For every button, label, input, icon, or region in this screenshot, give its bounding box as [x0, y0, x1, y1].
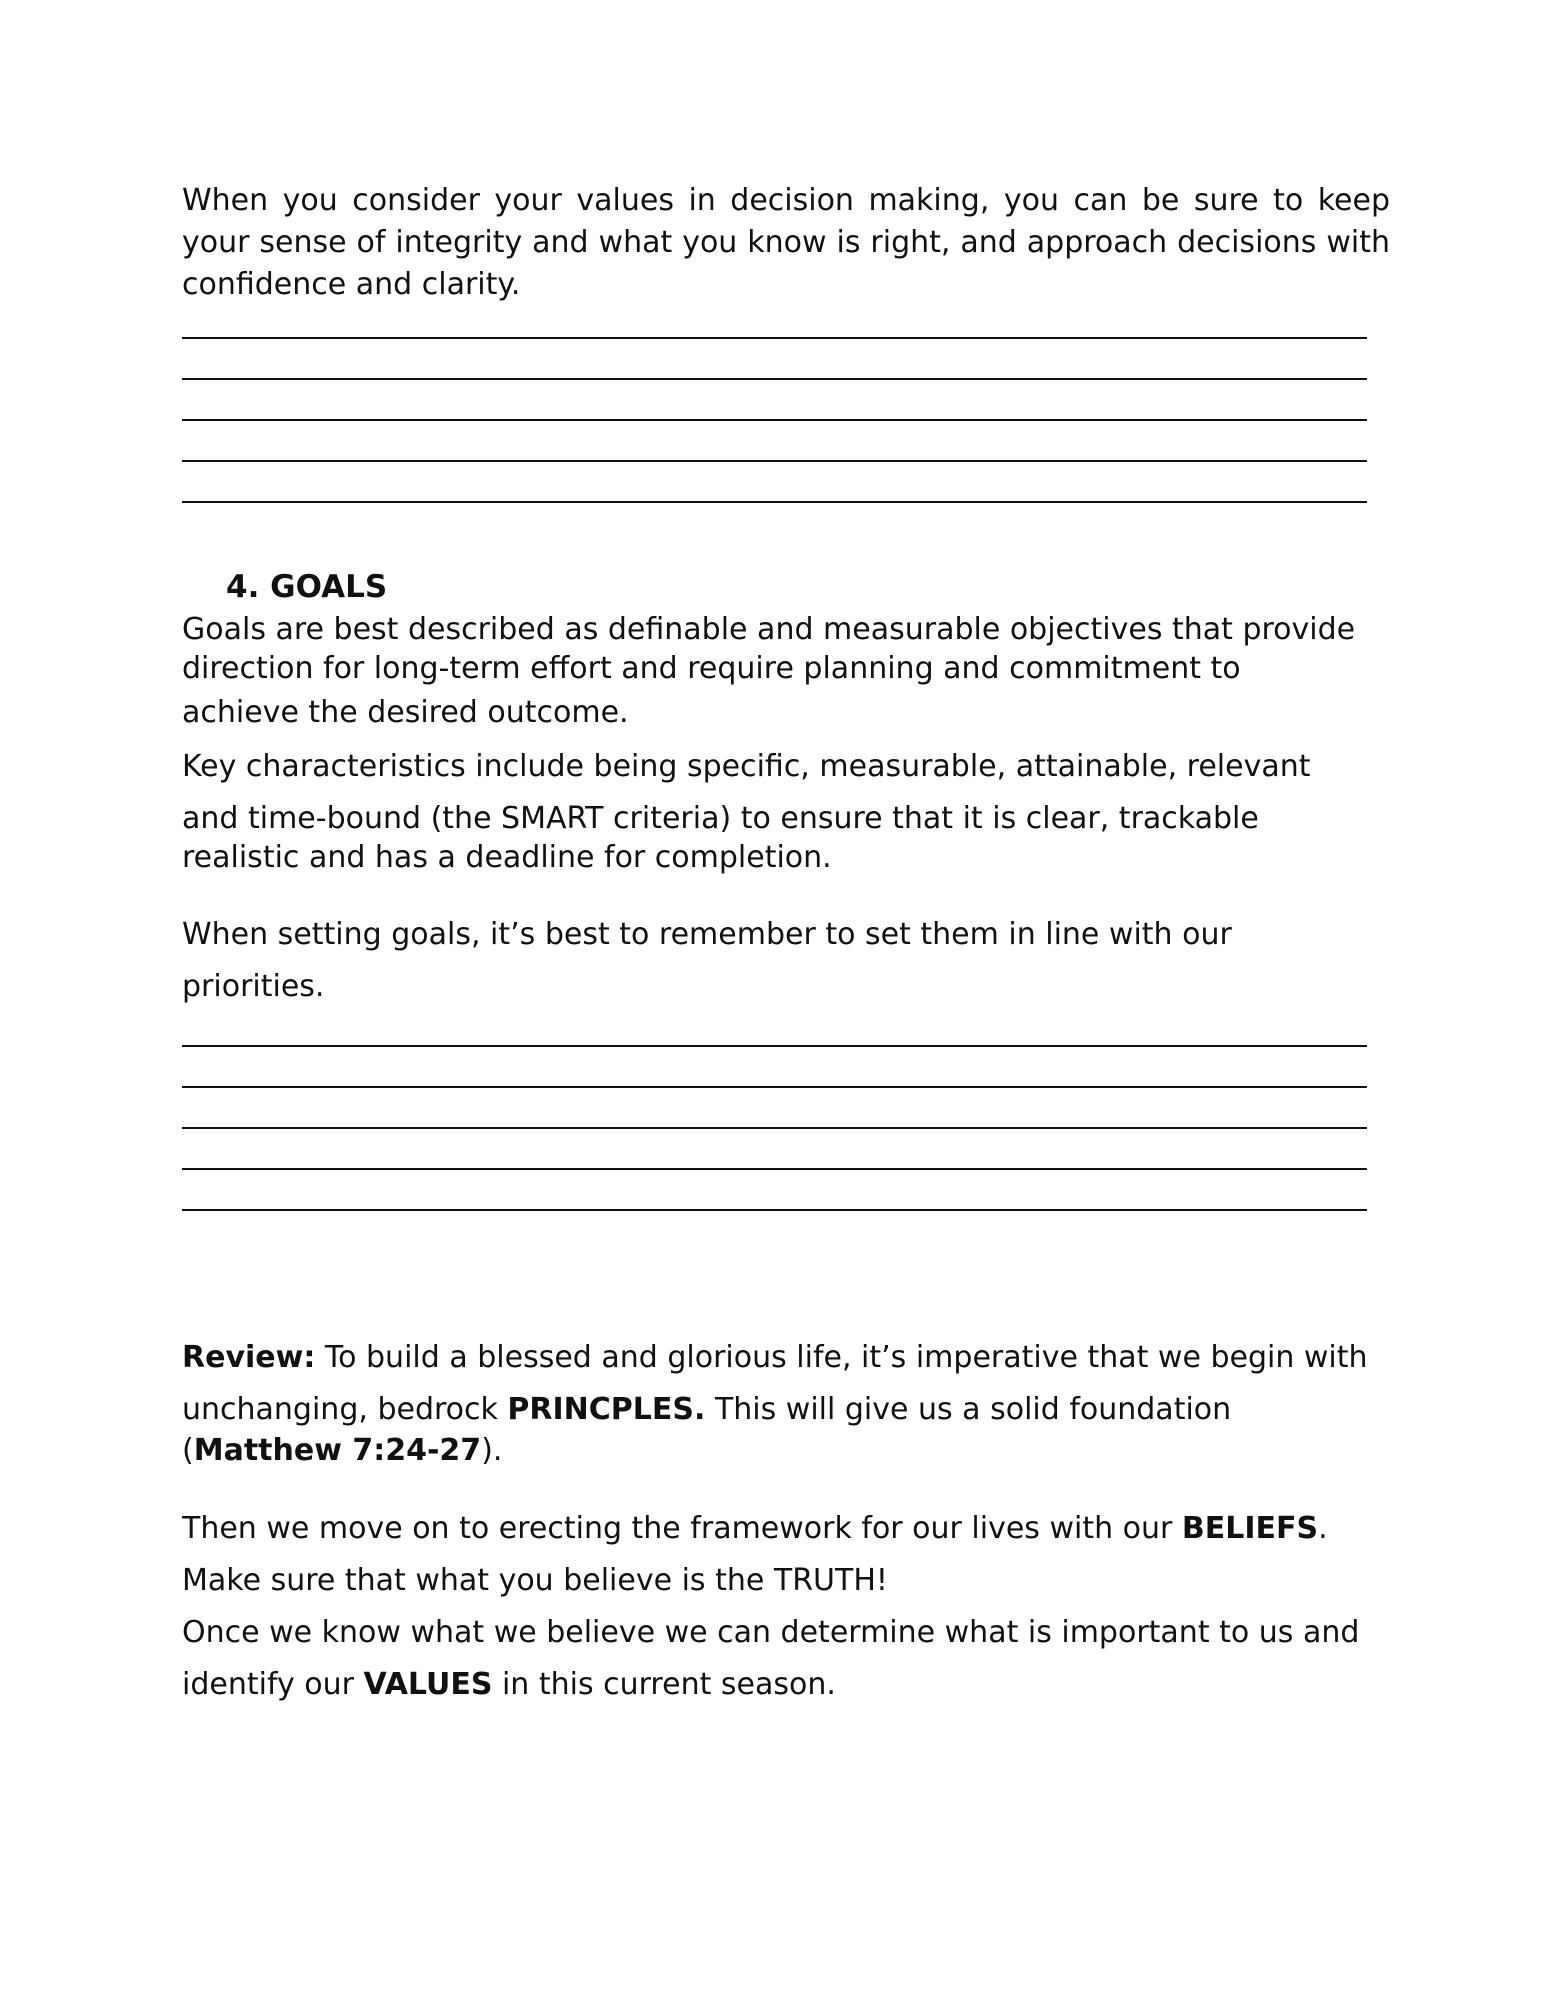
text-line: direction for long-term effort and require planning and commitment to	[182, 651, 1241, 686]
values-keyword: VALUES	[363, 1667, 493, 1702]
text-line	[182, 1664, 1390, 1706]
review-text: This will give us a solid foundation	[705, 1392, 1232, 1427]
principles-keyword: PRINCPLES.	[507, 1392, 706, 1427]
review-text: (	[182, 1433, 194, 1468]
text-line: priorities.	[182, 969, 325, 1004]
text-line: Once we know what we believe we can determine what is important to us and	[182, 1615, 1360, 1650]
values-intro-paragraph: When you consider your values in decision making, you can be sure to keep your sense of integrity and what you know is right, and approach decisions with confidence and clarity.	[182, 183, 1390, 302]
text-line: realistic and has a deadline for completion.	[182, 840, 832, 875]
text-line: When setting goals, it’s best to remember to set them in line with our	[182, 917, 1232, 952]
text-line: and time-bound (the SMART criteria) to ensure that it is clear, trackable	[182, 801, 1259, 836]
writing-line[interactable]	[182, 1047, 1367, 1088]
text-line	[182, 1508, 1390, 1550]
beliefs-keyword: BELIEFS	[1181, 1511, 1319, 1546]
review-text: To build a blessed and glorious life, it’s imperative that we begin with	[315, 1340, 1368, 1375]
values-text: in this current season.	[492, 1667, 836, 1702]
writing-line[interactable]	[182, 339, 1367, 380]
text-line	[182, 1389, 1390, 1431]
text-line: Key characteristics include being specific, measurable, attainable, relevant	[182, 749, 1311, 784]
text-line	[182, 1430, 1390, 1472]
writing-line[interactable]	[182, 1170, 1367, 1211]
writing-line[interactable]	[182, 421, 1367, 462]
goals-heading: 4. GOALS	[226, 569, 388, 605]
beliefs-text: .	[1318, 1511, 1328, 1546]
writing-line[interactable]	[182, 1129, 1367, 1170]
text-line: Goals are best described as definable and measurable objectives that provide	[182, 612, 1356, 647]
writing-line[interactable]	[182, 462, 1367, 503]
text-line: Make sure that what you believe is the TRUTH!	[182, 1563, 888, 1598]
scripture-reference: Matthew 7:24-27	[193, 1433, 482, 1468]
text-line: achieve the desired outcome.	[182, 695, 629, 730]
goals-writing-lines	[182, 1006, 1367, 1211]
values-text: identify our	[182, 1667, 364, 1702]
writing-line[interactable]	[182, 1006, 1367, 1047]
review-label: Review:	[182, 1340, 316, 1375]
writing-line[interactable]	[182, 380, 1367, 421]
review-text: unchanging, bedrock	[182, 1392, 508, 1427]
review-text: ).	[481, 1433, 503, 1468]
values-writing-lines	[182, 298, 1367, 503]
text-line	[182, 1337, 1390, 1379]
beliefs-text: Then we move on to erecting the framework for our lives with our	[182, 1511, 1182, 1546]
writing-line[interactable]	[182, 1088, 1367, 1129]
writing-line[interactable]	[182, 298, 1367, 339]
